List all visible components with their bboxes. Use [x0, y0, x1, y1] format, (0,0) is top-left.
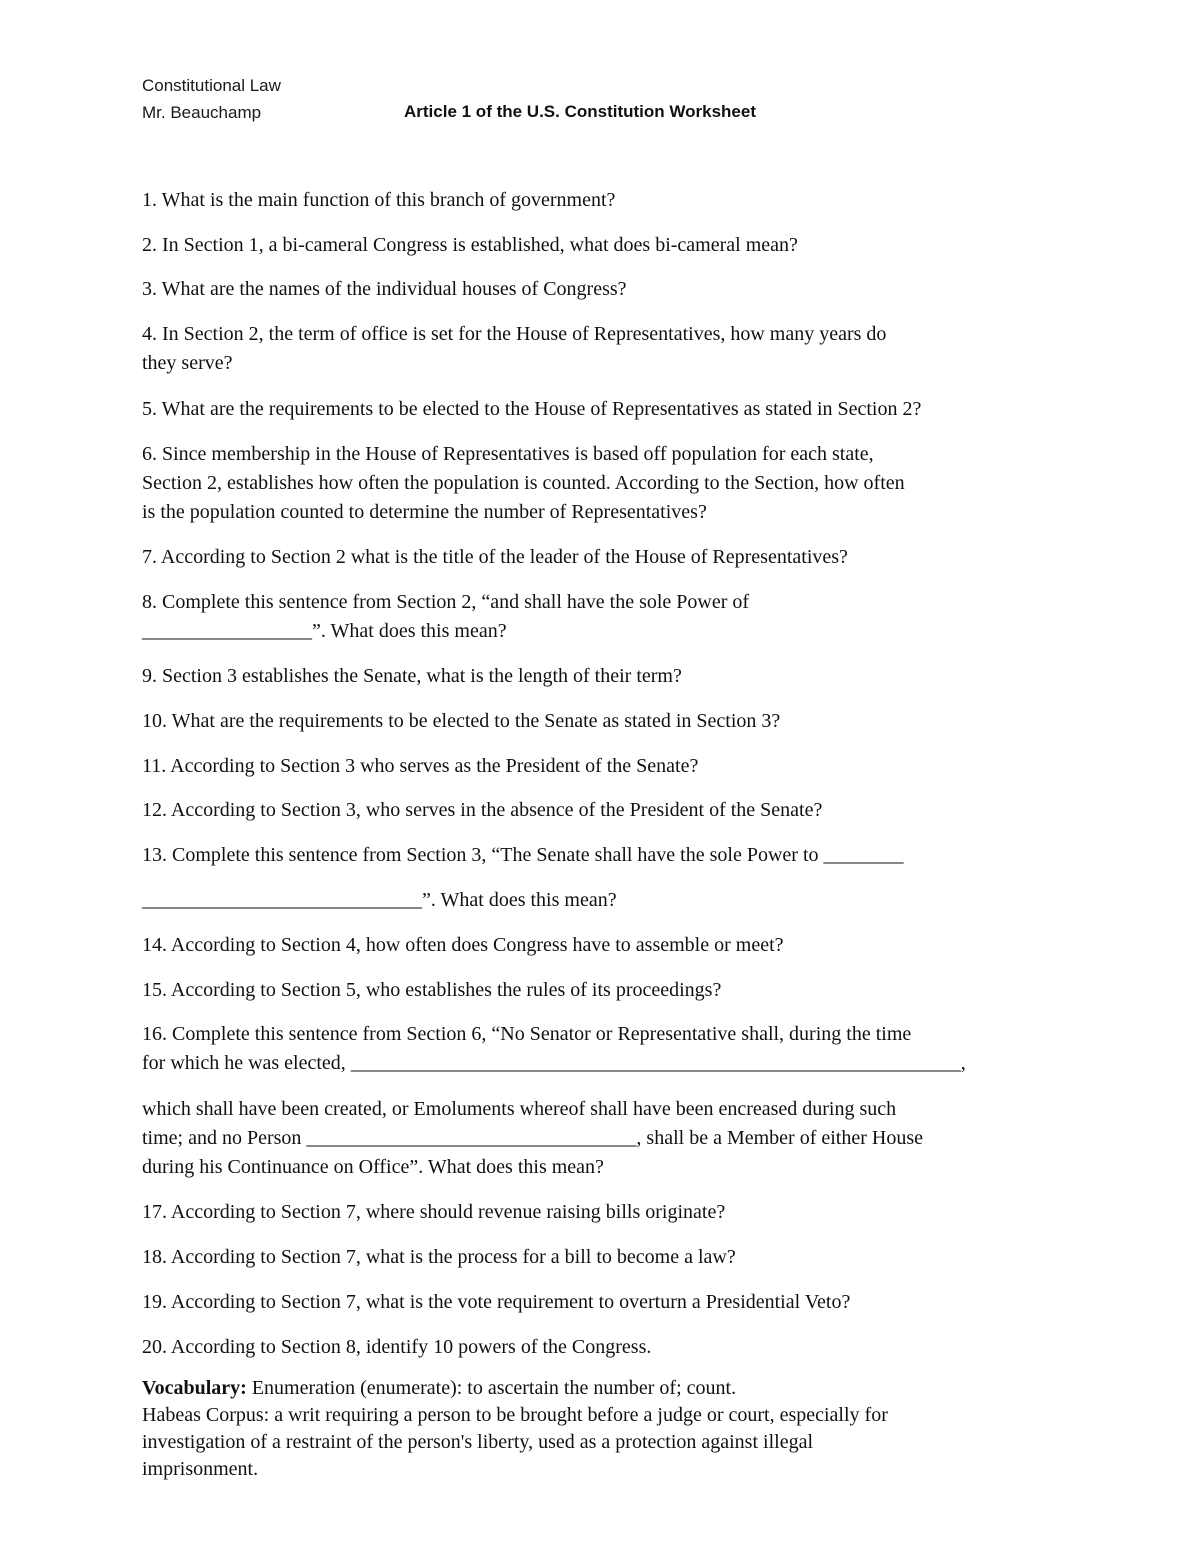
- teacher-name: Mr. Beauchamp: [142, 103, 262, 122]
- vocabulary-enumeration: [142, 1375, 1072, 1402]
- question-13-continued: [142, 886, 1072, 915]
- question-line: time; and no Person _________________________________, shall be a Member of either House: [142, 1127, 923, 1149]
- question-1: [142, 186, 1072, 215]
- question-line: ____________________________”. What does this mean?: [142, 889, 617, 911]
- question-14: [142, 931, 1072, 960]
- question-line: 7. According to Section 2 what is the title of the leader of the House of Representatives?: [142, 546, 848, 568]
- question-9: [142, 662, 1072, 691]
- question-20: [142, 1333, 1072, 1362]
- question-line: 17. According to Section 7, where should revenue raising bills originate?: [142, 1201, 726, 1223]
- question-line: 3. What are the names of the individual houses of Congress?: [142, 278, 627, 300]
- question-16-continued: [142, 1095, 1072, 1182]
- question-line: 15. According to Section 5, who establishes the rules of its proceedings?: [142, 979, 722, 1001]
- question-7: [142, 543, 1072, 572]
- question-5: [142, 395, 1072, 424]
- question-line: 10. What are the requirements to be elected to the Senate as stated in Section 3?: [142, 710, 781, 732]
- question-line: 1. What is the main function of this branch of government?: [142, 189, 616, 211]
- enumeration-definition: Enumeration (enumerate): to ascertain the number of; count.: [246, 1377, 737, 1399]
- question-2: [142, 231, 1072, 260]
- question-line: 12. According to Section 3, who serves in the absence of the President of the Senate?: [142, 799, 823, 821]
- question-line: 13. Complete this sentence from Section 3, “The Senate shall have the sole Power to ________: [142, 844, 904, 866]
- question-line: 16. Complete this sentence from Section 6, “No Senator or Representative shall, during the time: [142, 1023, 912, 1045]
- question-12: [142, 796, 1072, 825]
- question-line: they serve?: [142, 352, 233, 374]
- question-16: [142, 1020, 1072, 1078]
- question-19: [142, 1288, 1072, 1317]
- question-line: 6. Since membership in the House of Representatives is based off population for each state,: [142, 443, 874, 465]
- course-name: Constitutional Law: [142, 76, 281, 95]
- question-6: [142, 440, 1072, 527]
- question-line: for which he was elected, _____________________________________________________________,: [142, 1052, 966, 1074]
- question-3: [142, 275, 1072, 304]
- question-8: [142, 588, 1072, 646]
- question-line: 9. Section 3 establishes the Senate, what is the length of their term?: [142, 665, 682, 687]
- question-line: 19. According to Section 7, what is the vote requirement to overturn a Presidential Veto?: [142, 1291, 851, 1313]
- question-line: 14. According to Section 4, how often does Congress have to assemble or meet?: [142, 934, 784, 956]
- question-line: 4. In Section 2, the term of office is set for the House of Representatives, how many years do: [142, 323, 887, 345]
- worksheet-title: Article 1 of the U.S. Constitution Worksheet: [404, 102, 756, 121]
- question-line: which shall have been created, or Emoluments whereof shall have been encreased during such: [142, 1098, 897, 1120]
- habeas-corpus-line: imprisonment.: [142, 1458, 259, 1480]
- question-18: [142, 1243, 1072, 1272]
- question-line: during his Continuance on Office”. What does this mean?: [142, 1156, 604, 1178]
- question-10: [142, 707, 1072, 736]
- question-line: 11. According to Section 3 who serves as the President of the Senate?: [142, 755, 699, 777]
- question-line: 2. In Section 1, a bi-cameral Congress is established, what does bi-cameral mean?: [142, 234, 798, 256]
- vocabulary-label: Vocabulary:: [142, 1377, 247, 1399]
- vocabulary-section: [142, 1375, 1072, 1483]
- question-line: 18. According to Section 7, what is the process for a bill to become a law?: [142, 1246, 736, 1268]
- habeas-corpus-line: investigation of a restraint of the person's liberty, used as a protection against illegal: [142, 1431, 814, 1453]
- habeas-corpus-line: Habeas Corpus: a writ requiring a person to be brought before a judge or court, especially for: [142, 1404, 888, 1426]
- question-line: Section 2, establishes how often the population is counted. According to the Section, how often: [142, 472, 905, 494]
- question-4: [142, 320, 1072, 378]
- question-line: 8. Complete this sentence from Section 2, “and shall have the sole Power of: [142, 591, 750, 613]
- question-17: [142, 1198, 1072, 1227]
- question-line: is the population counted to determine the number of Representatives?: [142, 501, 707, 523]
- question-line: 5. What are the requirements to be elected to the House of Representatives as stated in Section 2?: [142, 398, 922, 420]
- question-line: 20. According to Section 8, identify 10 powers of the Congress.: [142, 1336, 652, 1358]
- question-13: [142, 841, 1072, 870]
- question-15: [142, 976, 1072, 1005]
- question-11: [142, 752, 1072, 781]
- question-line: _________________”. What does this mean?: [142, 620, 507, 642]
